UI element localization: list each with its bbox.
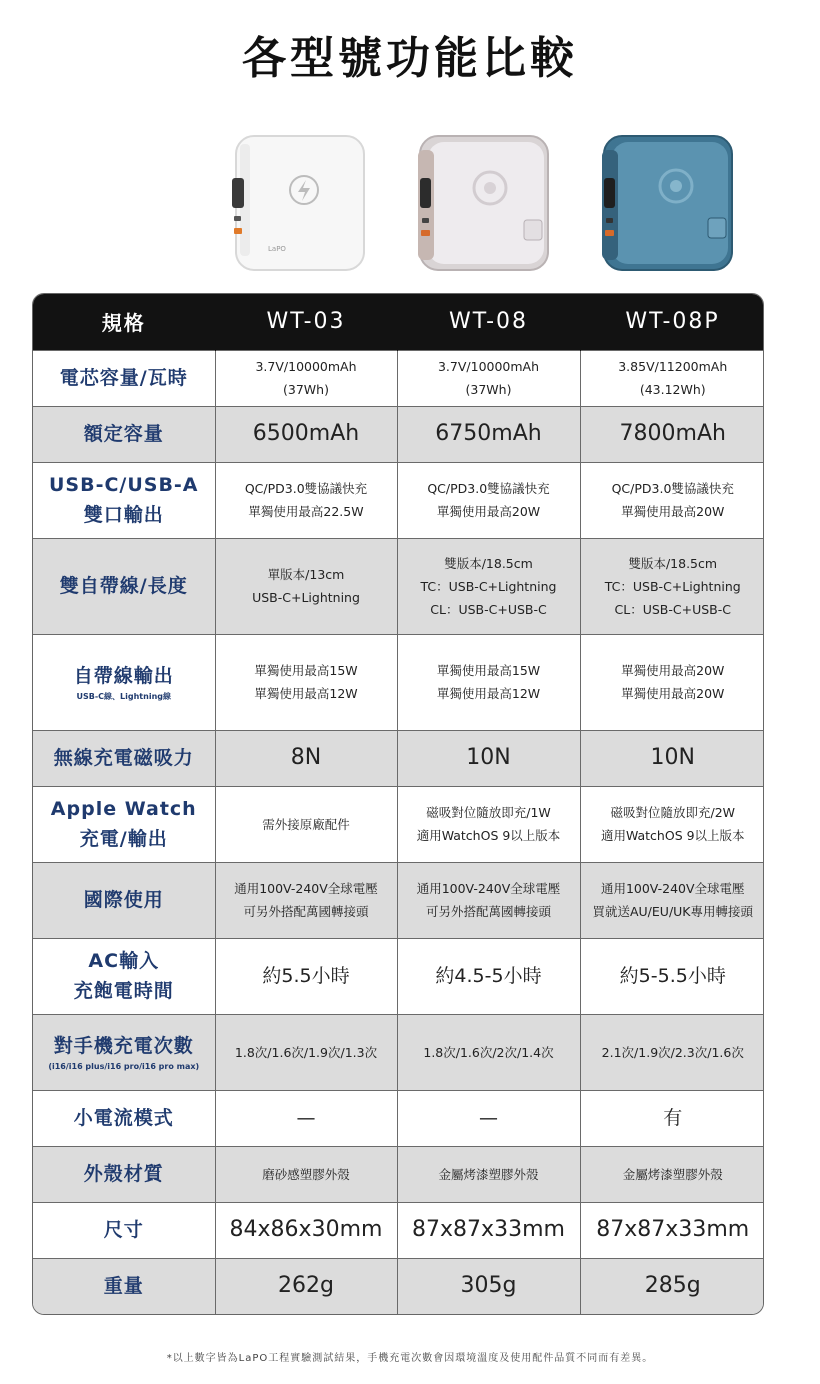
table-row [33, 1202, 764, 1258]
cell-line: 單獨使用最高20W [621, 504, 725, 519]
table-cell [215, 350, 397, 406]
cell-line: 單獨使用最高15W [436, 663, 541, 678]
cell-line: 單獨使用最高12W [254, 686, 358, 701]
table-cell [580, 350, 764, 406]
row-label-line: 小電流模式 [73, 1107, 174, 1129]
table-cell [397, 1202, 580, 1258]
cell-line: 雙版本/18.5cm [444, 555, 533, 571]
cell-line: USB-C+Lightning [252, 590, 360, 605]
row-label-line: 無線充電磁吸力 [53, 747, 194, 769]
row-label-line: 自帶線輸出 [73, 665, 174, 687]
table-cell [215, 1258, 397, 1314]
table-cell [397, 462, 580, 538]
header-spec: 規格 [33, 294, 215, 350]
cell-line: 87x87x33mm [596, 1217, 750, 1242]
footnote: *以上數字皆為LaPO工程實驗測試結果，手機充電次數會因環境溫度及使用配件品質不同而有差異。 [166, 1353, 654, 1364]
table-row [33, 730, 764, 786]
row-label-line: 雙口輸出 [83, 504, 164, 526]
table-cell [215, 786, 397, 862]
row-label-line: AC輸入 [88, 950, 160, 972]
table-row [33, 1258, 764, 1314]
table-cell [580, 938, 764, 1014]
table-row [33, 634, 764, 730]
table-row [33, 406, 764, 462]
cell-line: 10N [650, 745, 695, 770]
row-label-note: USB-C線、Lightning線 [76, 692, 171, 701]
table-cell [397, 406, 580, 462]
table-cell [580, 786, 764, 862]
row-label-line: Apple Watch [50, 798, 197, 820]
row-label-line: 外殼材質 [83, 1163, 164, 1185]
table-cell [397, 1258, 580, 1314]
cell-line: 通用100V-240V全球電壓 [600, 881, 745, 896]
cell-line: 需外接原廠配件 [262, 816, 350, 832]
cell-line: 單獨使用最高20W [621, 663, 725, 678]
table-row [33, 1090, 764, 1146]
row-label [33, 862, 215, 938]
cell-line: 3.7V/10000mAh [437, 359, 540, 374]
cell-line: 6500mAh [252, 421, 360, 446]
cell-line: 通用100V-240V全球電壓 [416, 881, 561, 896]
cell-line: 3.85V/11200mAh [618, 359, 728, 374]
row-label [33, 1090, 215, 1146]
table-cell [215, 1146, 397, 1202]
cell-line: 買就送AU/EU/UK專用轉接頭 [592, 904, 754, 919]
cell-line: 雙版本/18.5cm [628, 555, 718, 571]
cell-line: 單獨使用最高15W [254, 663, 358, 678]
table-cell [215, 1090, 397, 1146]
table-cell [215, 634, 397, 730]
table-row [33, 938, 764, 1014]
row-label [33, 634, 215, 730]
row-label [33, 538, 215, 634]
cell-line: 磁吸對位隨放即充/1W [426, 805, 551, 820]
table-cell [215, 938, 397, 1014]
cell-line: 305g [460, 1273, 517, 1299]
table-cell [215, 406, 397, 462]
cell-line: 1.8次/1.6次/2次/1.4次 [423, 1044, 554, 1060]
row-label-line: 充飽電時間 [73, 980, 174, 1002]
table-cell [580, 462, 764, 538]
cell-line: 單版本/13cm [267, 567, 345, 582]
product-image-wt08 [414, 130, 550, 278]
svg-text:LaPO: LaPO [268, 245, 286, 253]
header-wt08p: WT-08P [580, 294, 764, 350]
row-label-line: 重量 [103, 1275, 144, 1298]
cell-line: 適用WatchOS 9以上版本 [600, 828, 745, 843]
cell-line: QC/PD3.0雙協議快充 [244, 481, 368, 496]
table-row [33, 786, 764, 862]
table-cell [397, 730, 580, 786]
row-label [33, 1202, 215, 1258]
row-label [33, 730, 215, 786]
table-cell [397, 350, 580, 406]
cell-line: 磁吸對位隨放即充/2W [610, 805, 736, 820]
table-row [33, 862, 764, 938]
cell-line: 87x87x33mm [412, 1217, 565, 1242]
table-cell [397, 1146, 580, 1202]
cell-line: 通用100V-240V全球電壓 [234, 881, 378, 896]
table-row [33, 538, 764, 634]
cell-line: (43.12Wh) [639, 382, 706, 397]
row-label [33, 786, 215, 862]
table-header-row [33, 294, 764, 350]
header-wt08: WT-08 [397, 294, 580, 350]
row-label [33, 1146, 215, 1202]
table-row [33, 1146, 764, 1202]
row-label-line: 雙自帶線/長度 [59, 575, 188, 597]
row-label [33, 462, 215, 538]
power-bank-silver-icon [414, 130, 550, 278]
row-label-note: (i16/i16 plus/i16 pro/i16 pro max) [48, 1062, 200, 1071]
table-cell [397, 538, 580, 634]
product-image-wt03 [230, 130, 366, 278]
table-row [33, 1014, 764, 1090]
cell-line: 3.7V/10000mAh [255, 359, 357, 374]
table-cell [215, 730, 397, 786]
row-label [33, 350, 215, 406]
power-bank-blue-icon [598, 130, 734, 278]
row-label-line: 電芯容量/瓦時 [59, 367, 188, 389]
row-label [33, 406, 215, 462]
table-cell [580, 1090, 764, 1146]
cell-line: 單獨使用最高22.5W [248, 504, 364, 519]
cell-line: QC/PD3.0雙協議快充 [427, 481, 550, 496]
cell-line: 1.8次/1.6次/1.9次/1.3次 [234, 1044, 378, 1060]
cell-line: 適用WatchOS 9以上版本 [416, 828, 561, 843]
cell-line: 約5-5.5小時 [619, 965, 726, 987]
cell-line: — [479, 1107, 498, 1129]
table-cell [397, 938, 580, 1014]
cell-line: 7800mAh [619, 421, 726, 446]
table-cell [580, 862, 764, 938]
cell-line: 285g [644, 1273, 701, 1299]
row-label [33, 1258, 215, 1314]
table-cell [580, 1202, 764, 1258]
comparison-table [32, 293, 764, 1315]
cell-line: 單獨使用最高20W [621, 686, 725, 701]
table-cell [215, 1202, 397, 1258]
row-label [33, 1014, 215, 1090]
row-label-line: 額定容量 [83, 423, 164, 445]
cell-line: TC：USB-C+Lightning [604, 578, 741, 594]
cell-line: — [296, 1107, 316, 1129]
cell-line: (37Wh) [465, 382, 512, 397]
cell-line: 84x86x30mm [229, 1217, 383, 1242]
table-cell [397, 786, 580, 862]
power-bank-white-icon [230, 130, 366, 278]
cell-line: 可另外搭配萬國轉接頭 [243, 904, 369, 919]
cell-line: (37Wh) [283, 382, 329, 397]
row-label-line: 國際使用 [83, 889, 164, 911]
table-row [33, 350, 764, 406]
cell-line: 單獨使用最高20W [436, 504, 541, 519]
header-wt03: WT-03 [215, 294, 397, 350]
cell-line: 有 [663, 1107, 683, 1129]
cell-line: CL：USB-C+USB-C [430, 601, 547, 617]
cell-line: 6750mAh [435, 421, 542, 446]
cell-line: 可另外搭配萬國轉接頭 [425, 904, 551, 919]
page-title: 各型號功能比較 [242, 33, 578, 84]
row-label-line: USB-C/USB-A [48, 474, 199, 496]
table-cell [215, 462, 397, 538]
table-cell [397, 1014, 580, 1090]
table-cell [397, 862, 580, 938]
cell-line: 約4.5-5小時 [435, 965, 542, 987]
table-cell [580, 406, 764, 462]
table-row [33, 462, 764, 538]
row-label [33, 938, 215, 1014]
cell-line: 約5.5小時 [262, 965, 350, 987]
table-cell [215, 1014, 397, 1090]
table-cell [580, 730, 764, 786]
table-cell [215, 862, 397, 938]
cell-line: 金屬烤漆塑膠外殼 [622, 1166, 723, 1182]
cell-line: QC/PD3.0雙協議快充 [611, 481, 734, 496]
table-cell [580, 634, 764, 730]
product-image-wt08p [598, 130, 734, 278]
cell-line: TC：USB-C+Lightning [420, 578, 557, 594]
cell-line: 2.1次/1.9次/2.3次/1.6次 [601, 1044, 744, 1060]
cell-line: 10N [466, 745, 511, 770]
row-label-line: 對手機充電次數 [53, 1035, 194, 1057]
table-cell [580, 1146, 764, 1202]
table-cell [580, 538, 764, 634]
row-label-line: 尺寸 [103, 1219, 144, 1241]
cell-line: 8N [290, 745, 322, 770]
table-cell [580, 1258, 764, 1314]
row-label-line: 充電/輸出 [79, 828, 168, 850]
cell-line: 磨砂感塑膠外殼 [262, 1166, 350, 1182]
cell-line: 單獨使用最高12W [436, 686, 541, 701]
table-cell [397, 634, 580, 730]
table-cell [580, 1014, 764, 1090]
cell-line: 金屬烤漆塑膠外殼 [438, 1166, 539, 1182]
table-cell [215, 538, 397, 634]
cell-line: 262g [278, 1273, 334, 1299]
cell-line: CL：USB-C+USB-C [614, 601, 731, 617]
table-cell [397, 1090, 580, 1146]
